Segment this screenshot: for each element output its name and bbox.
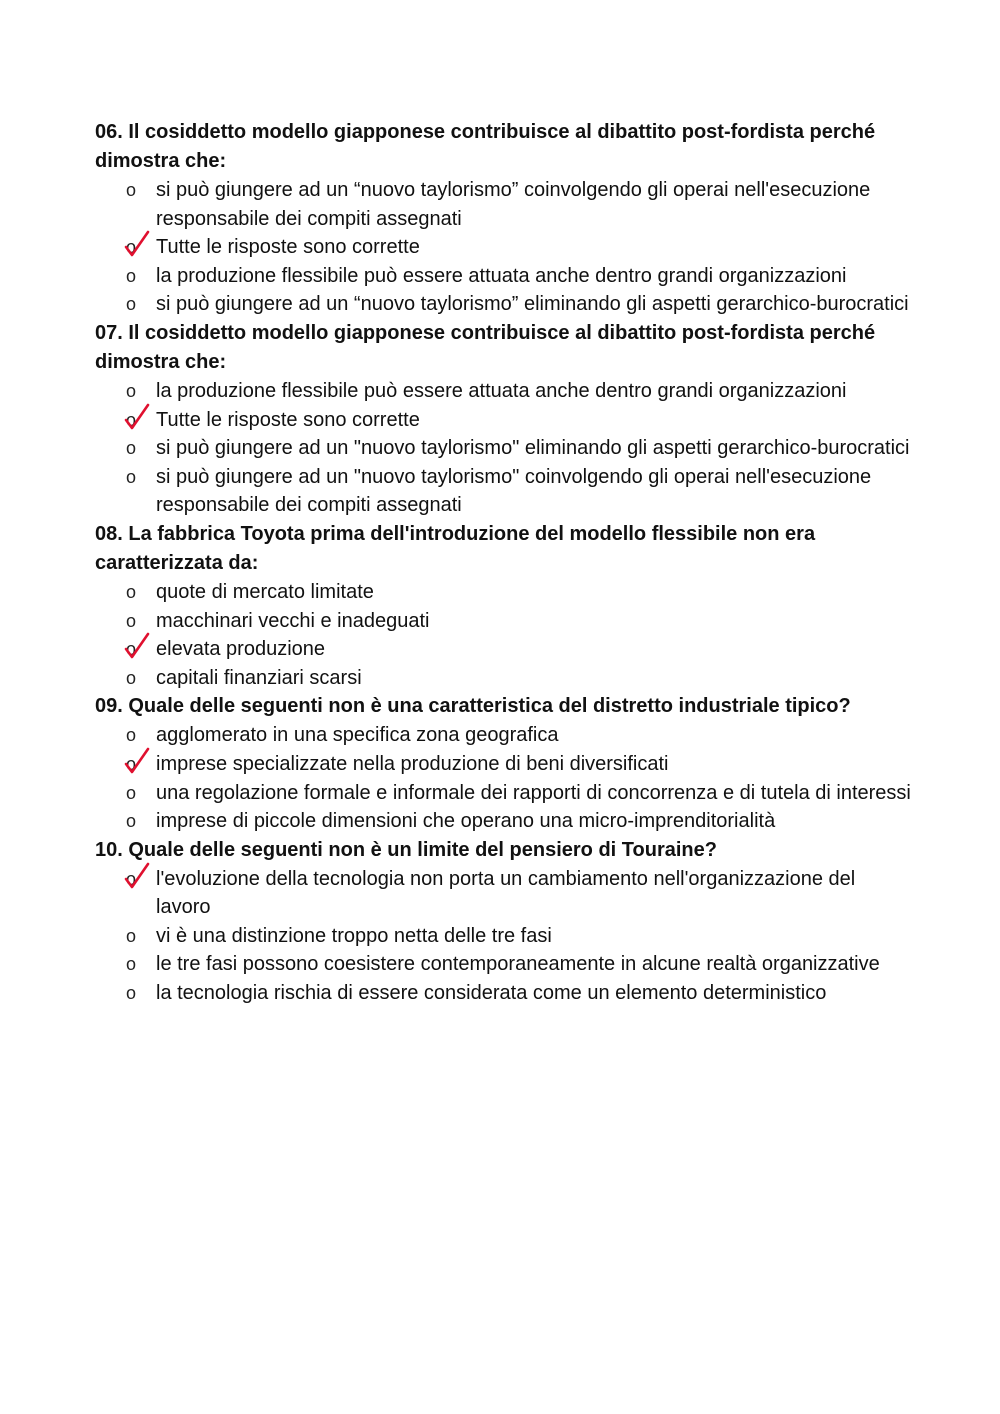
bullet-circle-icon: o bbox=[126, 639, 137, 660]
option-text: capitali finanziari scarsi bbox=[156, 666, 362, 689]
answer-option bbox=[95, 664, 915, 693]
question-title: 09. Quale delle seguenti non è una caratteristica del distretto industriale tipico? bbox=[95, 695, 851, 718]
answer-option-checked bbox=[95, 865, 915, 922]
answer-option bbox=[95, 578, 915, 607]
question-06 bbox=[95, 118, 915, 319]
option-text: macchinari vecchi e inadeguati bbox=[156, 609, 430, 632]
option-text: le tre fasi possono coesistere contemporaneamente in alcune realtà organizzative bbox=[156, 953, 880, 976]
option-text: si può giungere ad un “nuovo taylorismo” coinvolgendo gli operai nell'esecuzione responsabile dei compiti assegnati bbox=[156, 179, 871, 230]
answer-option bbox=[95, 607, 915, 636]
question-title: 06. Il cosiddetto modello giapponese contribuisce al dibattito post-fordista perché dimostra che: bbox=[95, 121, 876, 172]
bullet-circle-icon: o bbox=[126, 811, 137, 832]
answer-options bbox=[95, 721, 915, 835]
bullet-circle-icon: o bbox=[126, 725, 137, 746]
answer-options bbox=[95, 377, 915, 520]
bullet-circle-icon: o bbox=[126, 409, 137, 430]
red-checkmark-icon bbox=[123, 402, 151, 432]
option-text: elevata produzione bbox=[156, 638, 326, 661]
question-10 bbox=[95, 836, 915, 1008]
option-text: si può giungere ad un "nuovo taylorismo" coinvolgendo gli operai nell'esecuzione responsabile dei compiti assegnati bbox=[156, 465, 872, 517]
answer-option bbox=[95, 434, 915, 463]
option-text: la produzione flessibile può essere attuata anche dentro grandi organizzazioni bbox=[156, 264, 847, 287]
answer-option bbox=[95, 176, 915, 233]
red-checkmark-icon bbox=[123, 746, 151, 776]
answer-option bbox=[95, 779, 915, 808]
bullet-circle-icon: o bbox=[126, 925, 137, 946]
question-09 bbox=[95, 692, 915, 835]
option-text: Tutte le risposte sono corrette bbox=[156, 236, 420, 259]
question-title: 08. La fabbrica Toyota prima dell'introduzione del modello flessibile non era caratterizzata da: bbox=[95, 522, 816, 574]
red-checkmark-icon bbox=[123, 631, 151, 661]
bullet-circle-icon: o bbox=[126, 667, 137, 688]
question-07 bbox=[95, 319, 915, 520]
answer-option-checked bbox=[95, 750, 915, 779]
answer-option bbox=[95, 377, 915, 406]
red-checkmark-icon bbox=[123, 861, 151, 891]
answer-option bbox=[95, 950, 915, 979]
question-list bbox=[95, 118, 915, 1008]
bullet-circle-icon: o bbox=[126, 294, 137, 315]
option-text: una regolazione formale e informale dei rapporti di concorrenza e di tutela di interessi bbox=[156, 781, 911, 804]
option-text: imprese specializzate nella produzione di beni diversificati bbox=[156, 752, 669, 775]
bullet-circle-icon: o bbox=[126, 180, 137, 200]
option-text: quote di mercato limitate bbox=[156, 580, 374, 603]
answer-option-checked bbox=[95, 406, 915, 435]
question-title: 10. Quale delle seguenti non è un limite del pensiero di Touraine? bbox=[95, 838, 717, 861]
bullet-circle-icon: o bbox=[126, 782, 137, 803]
question-08 bbox=[95, 520, 915, 692]
bullet-circle-icon: o bbox=[126, 466, 137, 487]
answer-options bbox=[95, 578, 915, 692]
question-title: 07. Il cosiddetto modello giapponese contribuisce al dibattito post-fordista perché dimostra che: bbox=[95, 321, 876, 373]
answer-option bbox=[95, 979, 915, 1008]
bullet-circle-icon: o bbox=[126, 380, 137, 401]
answer-option bbox=[95, 721, 915, 750]
option-text: Tutte le risposte sono corrette bbox=[156, 408, 420, 431]
option-text: vi è una distinzione troppo netta delle tre fasi bbox=[156, 924, 552, 947]
answer-options bbox=[95, 176, 915, 319]
answer-option bbox=[95, 922, 915, 951]
bullet-circle-icon: o bbox=[126, 868, 137, 889]
answer-option-checked bbox=[95, 233, 915, 262]
bullet-circle-icon: o bbox=[126, 237, 137, 258]
option-text: l'evoluzione della tecnologia non porta un cambiamento nell'organizzazione del lavoro bbox=[156, 867, 856, 919]
option-text: si può giungere ad un "nuovo taylorismo" eliminando gli aspetti gerarchico-burocratici bbox=[156, 437, 910, 460]
answer-option bbox=[95, 262, 915, 291]
answer-option bbox=[95, 463, 915, 520]
option-text: imprese di piccole dimensioni che operano una micro-imprenditorialità bbox=[156, 810, 776, 833]
bullet-circle-icon: o bbox=[126, 983, 137, 1004]
bullet-circle-icon: o bbox=[126, 265, 137, 286]
option-text: agglomerato in una specifica zona geografica bbox=[156, 724, 559, 747]
answer-options bbox=[95, 865, 915, 1008]
answer-option-checked bbox=[95, 635, 915, 664]
answer-option bbox=[95, 807, 915, 836]
answer-option bbox=[95, 290, 915, 319]
bullet-circle-icon: o bbox=[126, 954, 137, 975]
bullet-circle-icon: o bbox=[126, 581, 137, 602]
option-text: la produzione flessibile può essere attuata anche dentro grandi organizzazioni bbox=[156, 379, 847, 402]
option-text: la tecnologia rischia di essere considerata come un elemento deterministico bbox=[156, 982, 827, 1005]
bullet-circle-icon: o bbox=[126, 438, 137, 459]
option-text: si può giungere ad un “nuovo taylorismo” eliminando gli aspetti gerarchico-burocratici bbox=[156, 293, 909, 316]
bullet-circle-icon: o bbox=[126, 610, 137, 631]
red-checkmark-icon bbox=[123, 229, 151, 259]
bullet-circle-icon: o bbox=[126, 753, 137, 774]
